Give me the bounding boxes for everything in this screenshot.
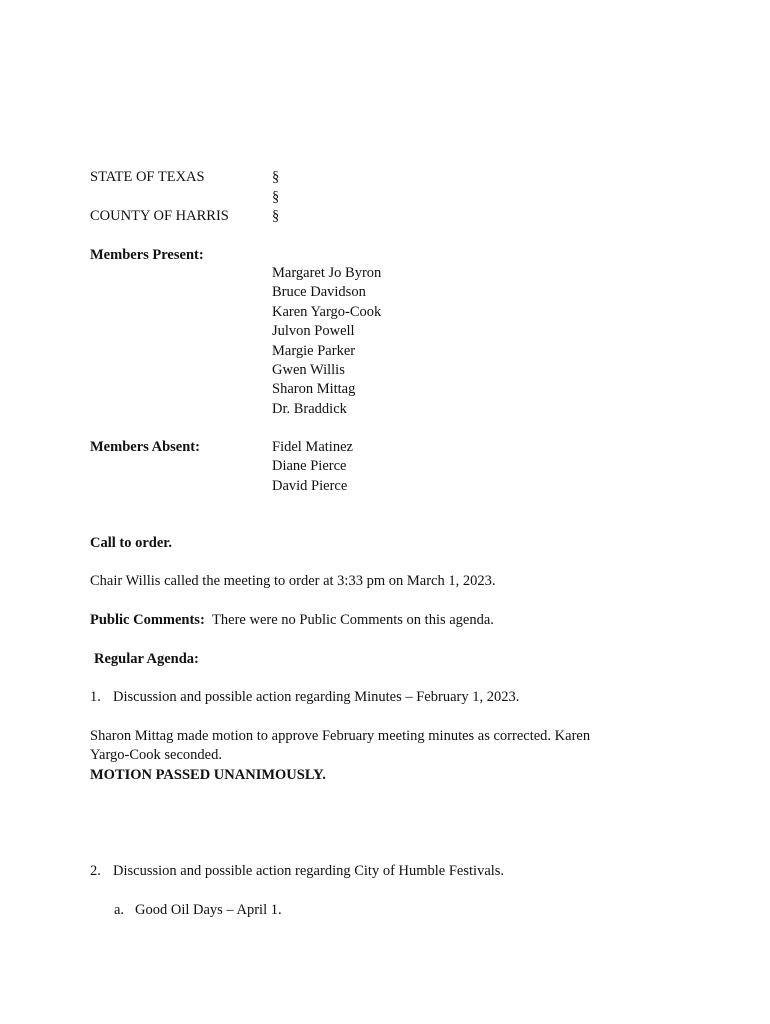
member-name: Julvon Powell (272, 323, 355, 340)
member-name: Karen Yargo-Cook (272, 303, 382, 320)
members-present-list (272, 264, 381, 419)
member-name: Margie Parker (272, 342, 356, 359)
member-name: Dr. Braddick (272, 400, 347, 417)
member-name: Margaret Jo Byron (272, 265, 382, 281)
section-mark: § (272, 189, 280, 205)
motion-result: MOTION PASSED UNANIMOUSLY. (90, 767, 326, 783)
members-absent-list (272, 438, 353, 496)
agenda-item-number: 2. (90, 863, 101, 879)
agenda-subitem-text: Good Oil Days – April 1. (135, 902, 282, 918)
state-label: STATE OF TEXAS (90, 169, 205, 185)
county-label: COUNTY OF HARRIS (90, 208, 229, 224)
call-to-order-heading: Call to order. (90, 535, 173, 551)
motion-text: Sharon Mittag made motion to approve February meeting minutes as corrected. Karen Yargo-Cook seconded. (90, 728, 591, 764)
agenda-subitem-letter: a. (114, 902, 125, 918)
member-name: David Pierce (272, 477, 348, 494)
agenda-item-number: 1. (90, 689, 101, 705)
agenda-item-text: Discussion and possible action regarding City of Humble Festivals. (113, 863, 505, 879)
regular-agenda-heading: Regular Agenda: (94, 651, 199, 667)
member-name: Diane Pierce (272, 458, 347, 475)
agenda-item-text: Discussion and possible action regarding Minutes – February 1, 2023. (113, 689, 520, 705)
member-name: Fidel Matinez (272, 439, 353, 455)
section-mark: § (272, 169, 280, 185)
section-mark: § (272, 208, 280, 224)
public-comments-label: Public Comments: (90, 612, 205, 628)
public-comments-text: There were no Public Comments on this agenda. (212, 612, 494, 628)
member-name: Gwen Willis (272, 362, 345, 379)
members-absent-label: Members Absent: (90, 439, 200, 455)
member-name: Sharon Mittag (272, 381, 356, 398)
call-to-order-text: Chair Willis called the meeting to order at 3:33 pm on March 1, 2023. (90, 573, 496, 589)
public-comments-line (90, 611, 494, 630)
members-present-label: Members Present: (90, 247, 204, 263)
member-name: Bruce Davidson (272, 284, 366, 301)
